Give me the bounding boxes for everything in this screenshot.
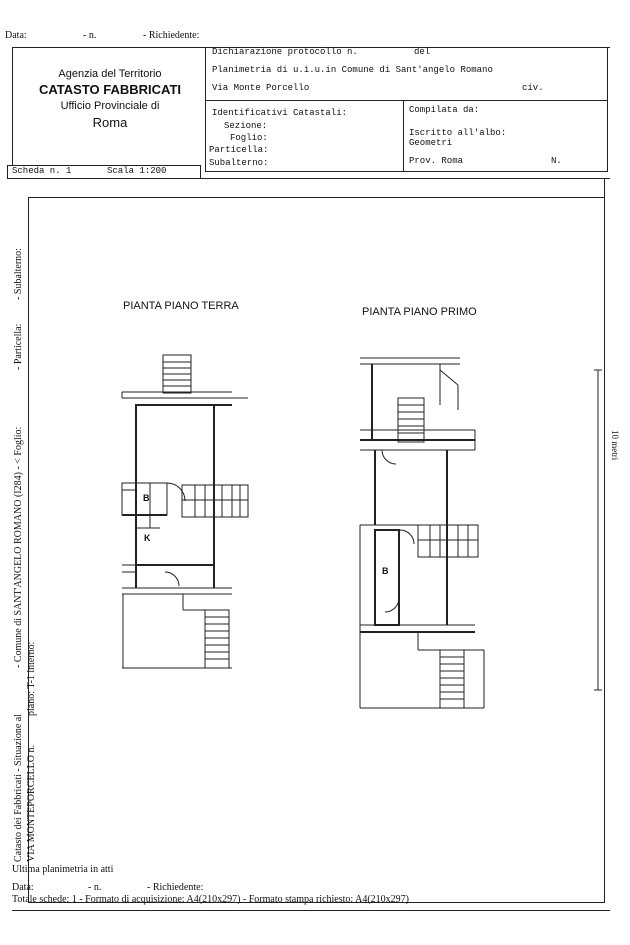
header-data-label: Data: [5, 30, 27, 41]
scheda-number: Scheda n. 1 [12, 166, 72, 176]
cadastral-identificativi: Identificativi Catastali: [212, 108, 348, 118]
compiler-prov: Prov. Roma [409, 156, 464, 166]
agency-line1: Agenzia del Territorio [58, 68, 162, 80]
footer-totale: Totale schede: 1 - Formato di acquisizione: A4(210x297) - Formato stampa richiesto: A4(210x297) [12, 894, 409, 905]
footer-data-label: Data: [12, 882, 34, 893]
compiler-geometri: Geometri [409, 138, 453, 148]
protocol-via: Via Monte Porcello [212, 83, 310, 93]
agency-line2: CATASTO FABBRICATI [38, 82, 182, 97]
compiler-iscritto: Iscritto all'albo: [409, 128, 507, 138]
room-label-b2: B [382, 566, 389, 576]
agency-line4: Roma [92, 115, 128, 130]
side-text-left1: Catasto dei Fabbricati - Situazione al [13, 713, 24, 862]
protocol-planimetria: Planimetria di u.i.u.in Comune di Sant'angelo Romano [212, 65, 493, 75]
cadastral-sezione: Sezione: [224, 121, 268, 131]
header-n-label: - n. [83, 30, 97, 41]
plan-title-primo: PIANTA PIANO PRIMO [362, 306, 477, 318]
cadastral-particella: Particella: [209, 145, 269, 155]
protocol-civ: civ. [522, 83, 544, 93]
cadastral-subalterno: Subalterno: [209, 158, 269, 168]
compiler-n: N. [551, 156, 562, 166]
scheda-scala: Scala 1:200 [107, 166, 167, 176]
room-label-b1: B [143, 493, 150, 503]
side-text-left6: piano: T-1 interno: [26, 641, 37, 716]
side-text-left4: - Subalterno: [13, 248, 24, 300]
side-text-left2: - Comune di SANT'ANGELO ROMANO (I284) - < Foglio: [13, 426, 24, 668]
side-text-left3: - Particella: [13, 323, 24, 370]
compiler-compilata: Compilata da: [409, 105, 480, 115]
footer-richiedente-label: - Richiedente: [147, 882, 204, 893]
footer-ultima: Ultima planimetria in atti [12, 864, 114, 875]
plan-primo [360, 358, 484, 708]
room-label-k: K [144, 533, 151, 543]
scale-bar-label: 10 metri [610, 430, 620, 461]
protocol-dichiarazione: Dichiarazione protocollo n. [212, 47, 358, 57]
cadastral-foglio: Foglio: [230, 133, 268, 143]
header-richiedente-label: - Richiedente: [143, 30, 200, 41]
plan-title-terra: PIANTA PIANO TERRA [123, 300, 239, 312]
plan-terra [122, 355, 248, 668]
footer-n-label: - n. [88, 882, 102, 893]
side-text-left5: VIA MONTEPORCELLO n. [26, 745, 37, 862]
agency-line3: Ufficio Provinciale di [60, 100, 160, 112]
protocol-del: del [414, 47, 431, 57]
